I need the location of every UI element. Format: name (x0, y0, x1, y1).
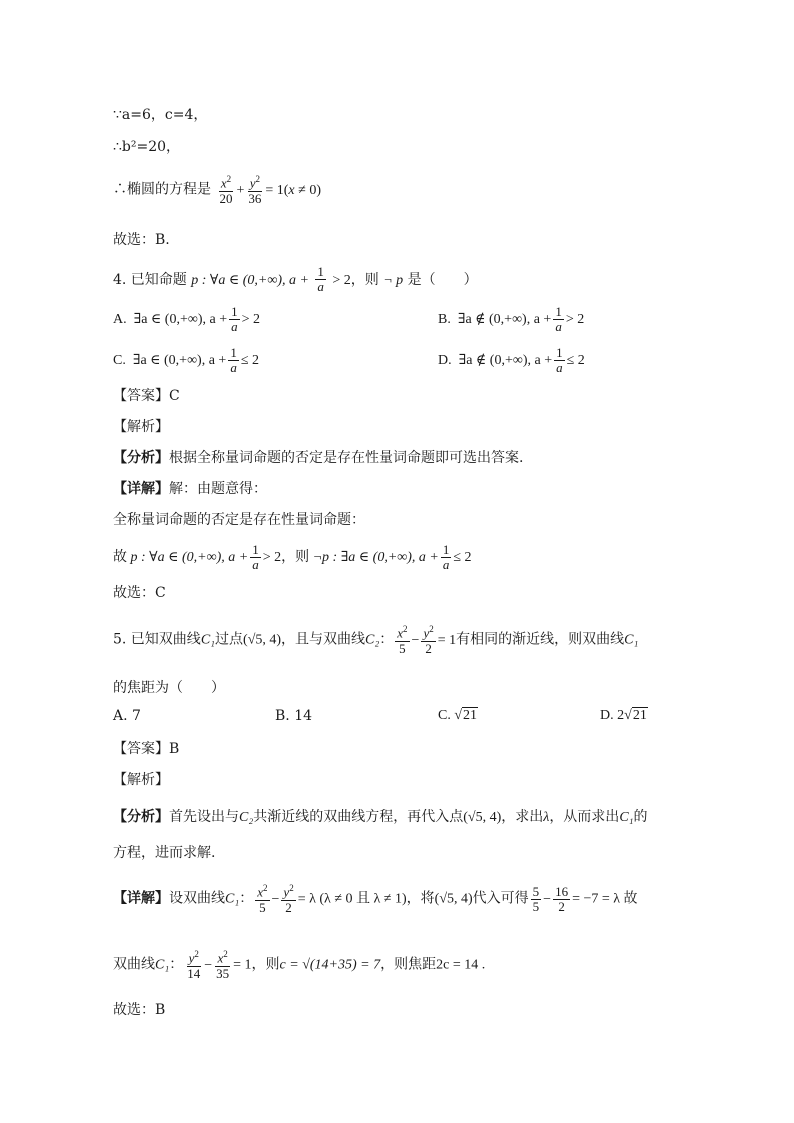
q4-option-c-pre: ∃a ∈ (0,+∞), a + (132, 353, 227, 369)
q5-xj-focal: 2c = 14 . (436, 957, 486, 973)
q5-fenxi-part4: ，从而求出 (549, 809, 620, 825)
q4-analysis-tag: 【解析】 (113, 419, 169, 435)
q5-stem-cont: 的焦距为（ ） (113, 680, 225, 696)
q5-stem-c1: C₁ (200, 632, 216, 648)
q4-stem-prop: p : ∀a ∈ (0,+∞), a + (191, 272, 309, 288)
q4-option-d-pre: ∃a ∉ (0,+∞), a + (458, 353, 553, 369)
q5-answer: 【答案】B (113, 741, 180, 757)
q5-xj-part9: ，则焦距 (380, 956, 437, 973)
q5-stem: 5. 已知双曲线C₁过点(√5, 4)，且与双曲线C₂： $\frac{x^2}{5}$ − $\frac{y^2}{2}$ = 1有相同的渐近线，则双曲线C₁ (113, 624, 639, 656)
q4-option-b-post: > 2 (565, 312, 585, 328)
q5-xj-part1: 设双曲线 (169, 890, 225, 907)
q5-stem-part3: ，且与双曲线 (281, 631, 366, 648)
q3-choose: 故选：B. (113, 232, 170, 248)
q5-xj-part6: 双曲线 (113, 956, 155, 973)
q5-fenxi-part5: 的 (633, 809, 648, 825)
q5-fenxi-part3: ，求出 (501, 809, 544, 825)
q5-xiangjie: 【详解】设双曲线C₁： $\frac{x^2}{5}$ − $\frac{y^2}{2}$ = λ (λ ≠ 0 且 λ ≠ 1)，将(√5, 4)代入可得 $\frac{5}{5}$ − $\frac{16}{2}$ = −7 = λ 故 (113, 883, 638, 915)
q5-xj-lambda: λ (λ ≠ 0 且 λ ≠ 1) (309, 891, 407, 907)
q4-fenxi (113, 447, 523, 467)
q5-option-b: B. 14 (275, 708, 313, 724)
ellipse-prefix: ∴椭圆的方程是 (113, 181, 211, 198)
q4-option-b-pre: ∃a ∉ (0,+∞), a + (457, 312, 552, 328)
q4-option-c: C. ∃a ∈ (0,+∞), a + $\frac{1}{a}$ ≤ 2 (113, 345, 260, 376)
q4-xiangjie-text: 解：由题意得： (169, 481, 267, 497)
q4-option-d: D. ∃a ∉ (0,+∞), a + $\frac{1}{a}$ ≤ 2 (438, 345, 585, 376)
q4-choose: 故选：C (113, 585, 166, 601)
q4-option-c-label: C. (113, 353, 126, 369)
q5-choose: 故选：B (113, 1002, 166, 1018)
q4-option-a-pre: ∃a ∈ (0,+∞), a + (133, 312, 228, 328)
q5-xj-part4: 代入可得 (472, 890, 529, 907)
q5-option-a: A. 7 (113, 708, 141, 724)
q5-stem-point: (√5, 4) (243, 632, 282, 648)
q4-stem-neg: ¬ p (383, 272, 404, 288)
q5-stem-part2: 过点 (215, 631, 244, 648)
q4-fenxi-text: 根据全称量词命题的否定是存在性量词命题即可选出答案. (169, 450, 524, 466)
q4-xiangjie (113, 478, 267, 498)
q4-option-a-post: > 2 (241, 312, 261, 328)
q5-option-d: D. 2√21 (600, 708, 647, 723)
q5-option-d-value: 21 (632, 708, 647, 723)
q4-line2-pre: 故 (113, 550, 127, 566)
q4-option-b-label: B. (438, 312, 451, 328)
q4-answer: 【答案】C (113, 388, 180, 404)
q4-stem-tail: > 2，则 (332, 272, 379, 288)
q5-xj-part5: = −7 = λ 故 (572, 891, 638, 907)
q4-option-b: B. ∃a ∉ (0,+∞), a + $\frac{1}{a}$ > 2 (438, 304, 585, 335)
q4-line2-mid: > 2，则 (262, 550, 310, 566)
q5-xj-c-value: c = √(14+35) = 7 (279, 957, 381, 973)
q5-xj-part7: = 1，则 (233, 957, 280, 973)
q4-option-a: A. ∃a ∈ (0,+∞), a + $\frac{1}{a}$ > 2 (113, 304, 261, 335)
q5-option-c-value: 21 (463, 708, 478, 723)
q4-option-d-label: D. (438, 353, 452, 369)
q5-stem-part5: 有相同的渐近线，则双曲线 (456, 631, 625, 648)
ellipse-formula: $\frac{x^2}{20}$ + $\frac{y^2}{36}$ = 1(x ≠ 0) (219, 174, 321, 206)
q4-solution-line1: 全称量词命题的否定是存在性量词命题： (113, 512, 365, 528)
q5-option-c: C. √21 (438, 708, 478, 723)
ellipse-equation-line (113, 175, 321, 206)
q4-stem-end: 是（ ） (407, 271, 478, 288)
q4-xiangjie-tag: 【详解】 (113, 481, 169, 497)
q4-option-c-post: ≤ 2 (240, 353, 260, 369)
q5-analysis-tag: 【解析】 (113, 772, 169, 788)
q4-stem-prefix: 4. 已知命题 (113, 271, 187, 288)
q4-line2-neg: ¬p : ∃a ∈ (0,+∞), a + (312, 550, 439, 566)
q4-option-d-post: ≤ 2 (566, 353, 585, 369)
q4-line2-prop: p : ∀a ∈ (0,+∞), a + (130, 550, 249, 566)
q5-xj-part3: ，将 (406, 890, 435, 907)
q5-stem-part4: ： (379, 631, 394, 648)
q5-xiangjie-cont: 双曲线C₁： $\frac{y^2}{14}$ − $\frac{x^2}{35}$ = 1，则c = √(14+35) = 7，则焦距2c = 14 . (113, 949, 486, 981)
q4-fenxi-tag: 【分析】 (113, 450, 169, 466)
q5-option-c-label: C. (438, 708, 451, 723)
q4-stem: 4. 已知命题 p : ∀a ∈ (0,+∞), a + $\frac{1}{a}$ > 2，则 ¬ p 是（ ） (113, 264, 478, 295)
q5-fenxi-part2: 共渐近线的双曲线方程，再代入点 (253, 809, 464, 825)
therefore-line: ∴b²=20， (113, 139, 181, 155)
q4-line2-post: ≤ 2 (453, 550, 472, 566)
q5-fenxi-part1: 首先设出与 (169, 809, 239, 825)
q5-fenxi-tag: 【分析】 (113, 809, 169, 825)
q5-stem-part1: 5. 已知双曲线 (113, 631, 201, 648)
q5-fenxi: 【分析】首先设出与C₂共渐近线的双曲线方程，再代入点(√5, 4)，求出λ，从而求出C₁的 (113, 809, 648, 825)
q4-option-a-label: A. (113, 312, 127, 328)
q5-xiangjie-tag: 【详解】 (113, 890, 169, 907)
q5-stem-c2: C₂ (365, 632, 380, 648)
because-line: ∵a=6，c=4， (113, 107, 208, 123)
q5-option-d-label: D. (600, 708, 614, 723)
q4-solution-line2: 故 p : ∀a ∈ (0,+∞), a + $\frac{1}{a}$ > 2，则 ¬p : ∃a ∈ (0,+∞), a + $\frac{1}{a}$ ≤ 2 (113, 542, 472, 573)
q5-fenxi-cont: 方程，进而求解. (113, 845, 216, 861)
